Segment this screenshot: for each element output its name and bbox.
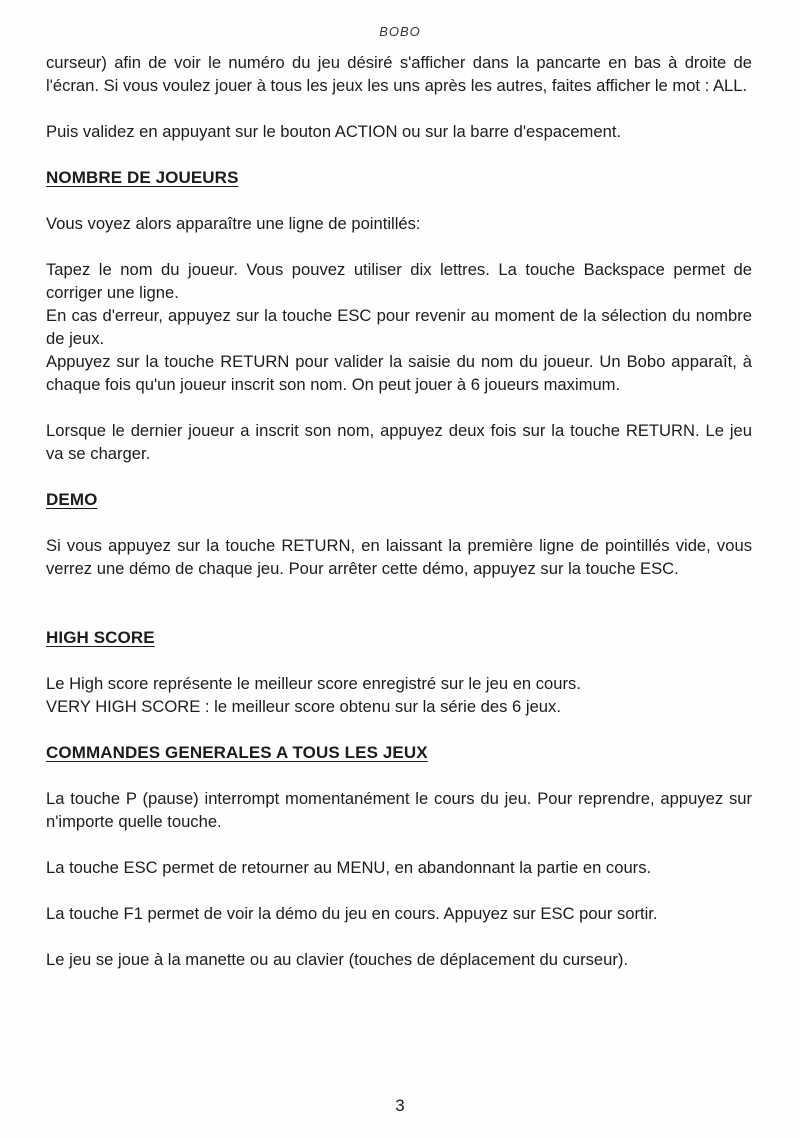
commandes-paragraph-3: La touche F1 permet de voir la démo du jeu en cours. Appuyez sur ESC pour sortir.: [46, 904, 658, 923]
spacer: [46, 879, 752, 902]
page-content: [46, 51, 752, 971]
intro-paragraph-1: curseur) afin de voir le numéro du jeu désiré s'afficher dans la pancarte en bas à droite de l'écran. Si vous voulez jouer à tous les jeux les uns après les autres, faites afficher le mot : ALL.: [46, 53, 752, 95]
joueurs-paragraph-2: Tapez le nom du joueur. Vous pouvez utiliser dix lettres. La touche Backspace permet de corriger une ligne.: [46, 260, 752, 302]
joueurs-paragraph-1: Vous voyez alors apparaître une ligne de pointillés:: [46, 214, 421, 233]
section-heading-joueurs: NOMBRE DE JOUEURS: [46, 168, 239, 187]
high-score-paragraph-1: Le High score représente le meilleur score enregistré sur le jeu en cours.: [46, 674, 581, 693]
page-number: 3: [395, 1096, 405, 1115]
spacer: [46, 649, 752, 672]
spacer: [46, 97, 752, 120]
high-score-paragraph-2: VERY HIGH SCORE : le meilleur score obtenu sur la série des 6 jeux.: [46, 697, 561, 716]
spacer: [46, 718, 752, 741]
spacer: [46, 925, 752, 948]
spacer: [46, 143, 752, 166]
spacer: [46, 235, 752, 258]
joueurs-paragraph-3: En cas d'erreur, appuyez sur la touche ESC pour revenir au moment de la sélection du nombre de jeux.: [46, 306, 752, 348]
commandes-paragraph-1: La touche P (pause) interrompt momentanément le cours du jeu. Pour reprendre, appuyez sur n'importe quelle touche.: [46, 789, 752, 831]
running-head: BOBO: [379, 24, 421, 39]
spacer: [46, 511, 752, 534]
demo-paragraph-1: Si vous appuyez sur la touche RETURN, en laissant la première ligne de pointillés vide, vous verrez une démo de chaque jeu. Pour arrêter cette démo, appuyez sur la touche ESC.: [46, 536, 752, 578]
spacer: [46, 189, 752, 212]
spacer: [46, 465, 752, 488]
commandes-paragraph-2: La touche ESC permet de retourner au MENU, en abandonnant la partie en cours.: [46, 858, 652, 877]
spacer: [46, 833, 752, 856]
spacer: [46, 580, 752, 626]
section-heading-high-score: HIGH SCORE: [46, 628, 155, 647]
commandes-paragraph-4: Le jeu se joue à la manette ou au clavier (touches de déplacement du curseur).: [46, 950, 629, 969]
spacer: [46, 764, 752, 787]
spacer: [46, 396, 752, 419]
section-heading-demo: DEMO: [46, 490, 98, 509]
intro-paragraph-2: Puis validez en appuyant sur le bouton ACTION ou sur la barre d'espacement.: [46, 122, 622, 141]
joueurs-paragraph-4: Appuyez sur la touche RETURN pour valider la saisie du nom du joueur. Un Bobo apparaît, à chaque fois qu'un joueur inscrit son nom. On peut jouer à 6 joueurs maximum.: [46, 352, 752, 394]
section-heading-commandes: COMMANDES GENERALES A TOUS LES JEUX: [46, 743, 428, 762]
joueurs-paragraph-5: Lorsque le dernier joueur a inscrit son nom, appuyez deux fois sur la touche RETURN. Le jeu va se charger.: [46, 421, 752, 463]
